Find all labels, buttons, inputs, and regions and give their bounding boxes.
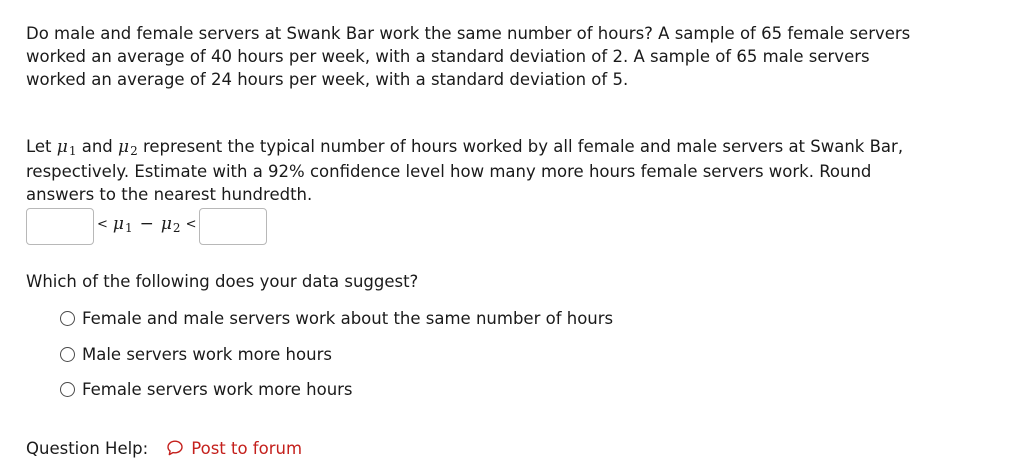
instructions-line-3: answers to the nearest hundredth.: [26, 185, 313, 204]
problem-line-3: worked an average of 24 hours per week, with a standard deviation of 5.: [26, 70, 629, 89]
mu-glyph: μ: [56, 137, 68, 157]
speech-bubble-icon: [166, 439, 184, 457]
option-label: Female and male servers work about the same number of hours: [82, 308, 614, 328]
instructions-line-2: respectively. Estimate with a 92% confidence level how many more hours female servers work. Round: [26, 162, 872, 181]
subscript-1: 1: [124, 221, 133, 235]
upper-bound-input[interactable]: [199, 208, 267, 245]
radio-button[interactable]: [60, 311, 75, 326]
option-female-more[interactable]: [60, 377, 353, 401]
mu-glyph: μ: [160, 214, 172, 234]
question-help: [26, 436, 302, 460]
option-same-hours[interactable]: [60, 306, 613, 330]
and-text: and: [81, 137, 113, 156]
subscript-1: 1: [68, 144, 77, 158]
option-label: Male servers work more hours: [82, 344, 332, 364]
question-help-label: Question Help:: [26, 438, 149, 458]
post-to-forum-label: Post to forum: [191, 438, 303, 458]
let-text: Let: [26, 137, 52, 156]
question-text: Which of the following does your data suggest?: [26, 272, 419, 291]
mu-difference-expression: [113, 214, 181, 234]
problem-statement: [26, 22, 986, 91]
mu2-symbol: [118, 137, 138, 157]
mu1-symbol: [57, 137, 77, 157]
subscript-2: 2: [172, 221, 181, 235]
minus-sign: −: [139, 214, 154, 234]
radio-button[interactable]: [60, 382, 75, 397]
instructions-line-1: [26, 135, 986, 160]
post-to-forum-link[interactable]: [166, 439, 302, 458]
less-than-left: <: [97, 216, 108, 232]
radio-button[interactable]: [60, 347, 75, 362]
instructions: [26, 135, 986, 206]
problem-line-1: Do male and female servers at Swank Bar work the same number of hours? A sample of 65 female servers: [26, 24, 911, 43]
mu-glyph: μ: [118, 137, 130, 157]
less-than-right: <: [185, 216, 197, 232]
option-male-more[interactable]: [60, 342, 332, 366]
instructions-rest: represent the typical number of hours worked by all female and male servers at Swank Bar,: [142, 137, 904, 156]
problem-line-2: worked an average of 40 hours per week, with a standard deviation of 2. A sample of 65 male servers: [26, 47, 870, 66]
lower-bound-input[interactable]: [26, 208, 94, 245]
confidence-interval-row: [26, 205, 267, 247]
mu-glyph: μ: [112, 214, 124, 234]
subscript-2: 2: [130, 144, 138, 158]
option-label: Female servers work more hours: [82, 379, 353, 399]
